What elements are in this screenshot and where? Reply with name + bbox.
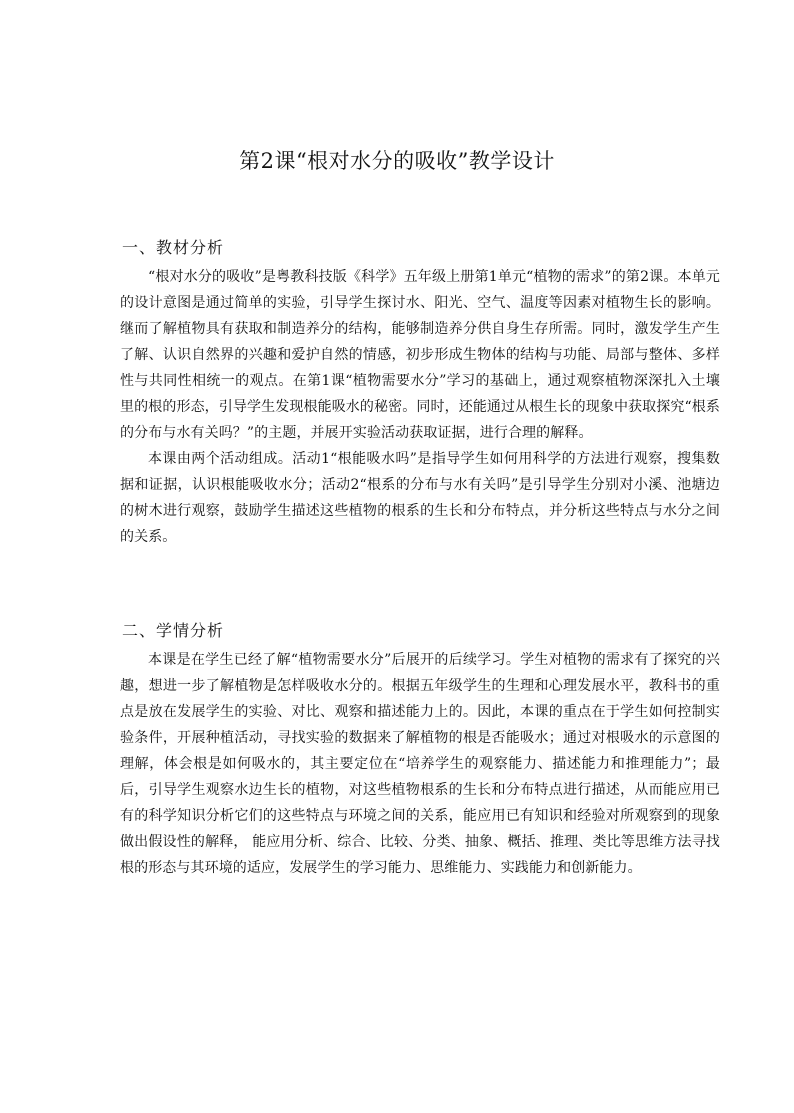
section-heading: 一、教材分析 — [122, 238, 225, 257]
paragraph: 本课由两个活动组成。活动1“根能吸水吗”是指导学生如何用科学的方法进行观察，搜集数据和证据，认识根能吸收水分；活动2“根系的分布与水有关吗”是引导学生分别对小溪、池塘边的树木进行观察，鼓励学生描述这些植物的根系的生长和分布特点，并分析这些特点与水分之间的关系。 — [120, 451, 720, 545]
section-textbook-analysis — [120, 236, 720, 550]
paragraph: “根对水分的吸收”是粤教科技版《科学》五年级上册第1单元“植物的需求”的第2课。本单元的设计意图是通过简单的实验，引导学生探讨水、阳光、空气、温度等因素对植物生长的影响。继而了解植物具有获取和制造养分的结构，能够制造养分供自身生存所需。同时，激发学生产生了解、认识自然界的兴趣和爱护自然的情感，初步形成生物体的结构与功能、局部与整体、多样性与共同性相统一的观点。在第1课“植物需要水分”学习的基础上，通过观察植物深深扎入土壤里的根的形态，引导学生发现根能吸水的秘密。同时，还能通过从根生长的现象中获取探究“根系的分布与水有关吗？”的主题，并展开实验活动获取证据，进行合理的解释。 — [120, 269, 720, 441]
section-heading: 二、学情分析 — [122, 621, 225, 640]
paragraph: 本课是在学生已经了解“植物需要水分”后展开的后续学习。学生对植物的需求有了探究的兴趣，想进一步了解植物是怎样吸收水分的。根据五年级学生的生理和心理发展水平，教科书的重点是放在发展学生的实验、对比、观察和描述能力上的。因此，本课的重点在于学生如何控制实验条件，开展种植活动，寻找实验的数据来了解植物的根是否能吸水；通过对根吸水的示意图的理解，体会根是如何吸水的，其主要定位在“培养学生的观察能力、描述能力和推理能力”；最后，引导学生观察水边生长的植物，对这些植物根系的生长和分布特点进行描述，从而能应用已有的科学知识分析它们的这些特点与环境之间的关系，能应用已有知识和经验对所观察到的现象做出假设性的解释， 能应用分析、综合、比较、分类、抽象、概括、推理、类比等思维方法寻找根的形态与其环境的适应，发展学生的学习能力、思维能力、实践能力和创新能力。 — [120, 652, 720, 876]
document-title: 第2课“根对水分的吸收”教学设计 — [239, 149, 555, 173]
section-learner-analysis — [120, 619, 720, 881]
